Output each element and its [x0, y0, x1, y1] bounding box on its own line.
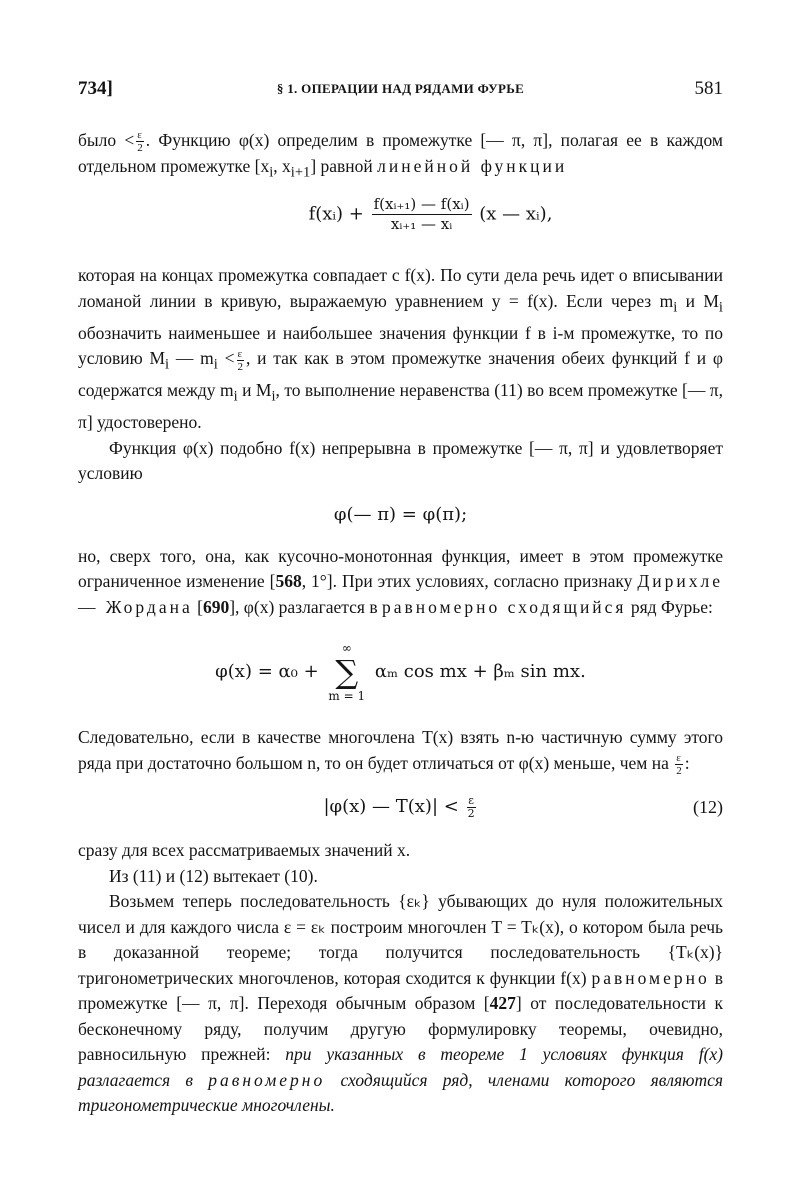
fraction-eps-over-2: $\frac{\varepsilon}{2}$ [137, 129, 143, 155]
section-number: 734] [78, 78, 113, 99]
equation-number: (12) [693, 797, 723, 818]
page-header [78, 78, 723, 102]
formula-fourier-series: φ(x) = α₀ + ∞ ∑ m = 1 αₘ cos mx + βₘ sin mx. [215, 641, 586, 704]
paragraph-4: но, сверх того, она, как кусочно-монотонная функция, имеет в этом промежутке ограниченное изменение [568, 1°]. При этих условиях, согласно признаку Дирихле — Жордана [690], φ(x) разлагается в равномерно сходящийся ряд Фурье: [78, 545, 723, 617]
summation-sign: ∞ ∑ m = 1 [328, 641, 366, 704]
page-body [78, 128, 723, 1119]
paragraph-2: которая на концах промежутка совпадает с f(x). По сути дела речь идет о вписывании ломаной линии в кривую, выражаемую уравнением y = f(x). Если через $m_i$ и $M_i$ обозначить наименьшее и наибольшее значения функции f в i-м промежутке, то по условию $M_i$ — $m_i$ < $\frac{\varepsilon}{2}$ , и так как в этом промежутке значения обеих функций f и φ содержатся между $m_i$ и $M_i$, то выполнение неравенства (11) во всем промежутке [— π, π] удостоверено. [78, 265, 723, 433]
running-title: § 1. ОПЕРАЦИИ НАД РЯДАМИ ФУРЬЕ [276, 81, 525, 96]
paragraph-5: Следовательно, если в качестве многочлена T(x) взять n-ю частичную сумму этого ряда при достаточно большом n, то он будет отличаться от φ(x) меньше, чем на $\frac{\varepsilon}{2}$ : [78, 727, 723, 778]
paragraph-8: Возьмем теперь последовательность {εₖ} убывающих до нуля положительных чисел и для каждого числа ε = εₖ построим многочлен T = Tₖ(x), о котором была речь в доказанной теореме; тогда получится последовательность {Tₖ(x)} тригонометрических многочленов, которая сходится к функции f(x) равномерно в промежутке [— π, π]. Переходя обычным образом [427] от последовательности к бесконечному ряду, получим другую формулировку теоремы, очевидно, равносильную прежней: при указанных в теореме 1 условиях функция f(x) разлагается в равномерно сходящийся ряд, членами которого являются тригонометрические многочлены. [78, 891, 724, 1116]
formula-12: |φ(x) — T(x)| < $\frac{\varepsilon}{2}$ (12) [78, 786, 723, 828]
paragraph-7: Из (11) и (12) вытекает (10). [109, 865, 318, 886]
paragraph-6: сразу для всех рассматриваемых значений x. [78, 840, 411, 861]
formula-linear-interpolation: f(xᵢ) + $\frac{\text{f(xᵢ₊₁) — f(xᵢ)}}{\text{xᵢ₊₁ — xᵢ}}$ (x — xᵢ), [308, 195, 553, 234]
paragraph-3: Функция φ(x) подобно f(x) непрерывна в промежутке [— π, π] и удовлетворяет условию [78, 437, 723, 484]
page-number: 581 [694, 78, 723, 99]
formula-periodicity: φ(— π) = φ(π); [333, 503, 468, 525]
paragraph-1: было < $\frac{\varepsilon}{2}$ . Функцию φ(x) определим в промежутке [— π, π], полагая ее в каждом отдельном промежутке [$x_i$, $x_{i+1}$] равной линейной функции [78, 129, 724, 181]
